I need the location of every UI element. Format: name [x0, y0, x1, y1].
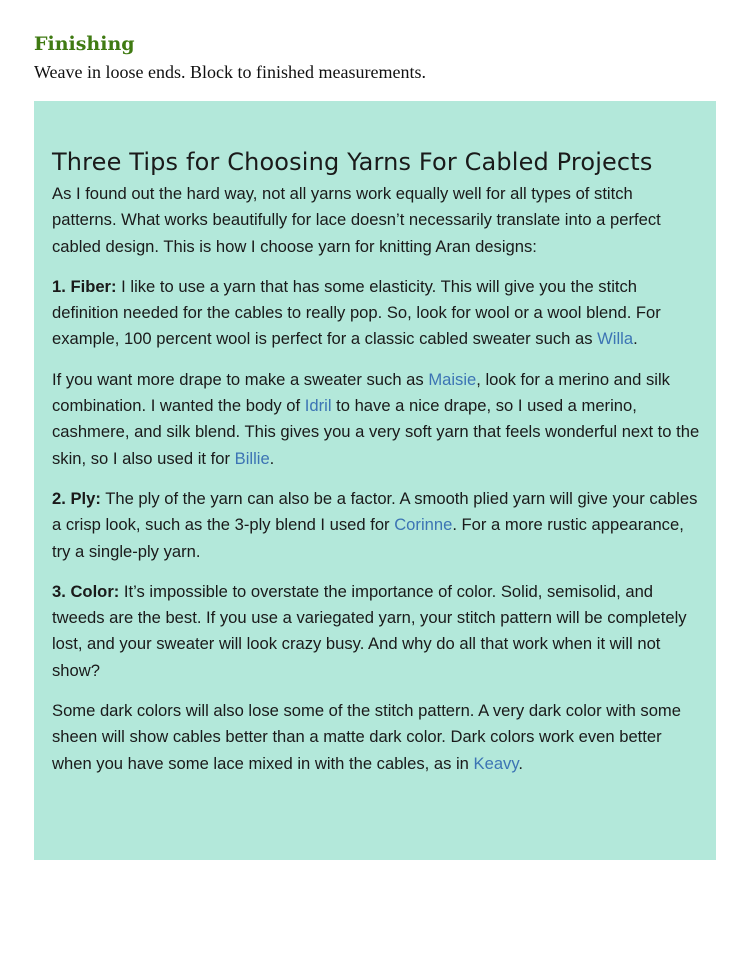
- idril-link[interactable]: Idril: [304, 396, 332, 416]
- tip-ply-text-1: The ply of the yarn can also be a factor. A smooth plied yarn will give your cables a crisp look, such as the 3-ply blend I used for: [52, 488, 698, 535]
- tip-dark-end: .: [518, 753, 524, 773]
- tip-color: [52, 579, 700, 684]
- tips-intro: [52, 181, 700, 260]
- tips-intro-text: As I found out the hard way, not all yarns work equally well for all types of stitch patterns. What works beautifully for lace doesn’t necessarily translate into a perfect cabled design. This is how I choose yarn for knitting Aran designs:: [52, 184, 661, 256]
- tip-color-text: It’s impossible to overstate the importance of color. Solid, semisolid, and tweeds are the best. If you use a variegated yarn, your stitch pattern will be completely lost, and your sweater will look crazy busy. And why do all that work when it will not show?: [52, 581, 687, 680]
- yarn-tips-box: [34, 101, 716, 860]
- finishing-heading: Finishing: [34, 33, 135, 55]
- finishing-section: [34, 32, 714, 84]
- tip-ply: [52, 486, 700, 565]
- tip-fiber: [52, 274, 700, 353]
- willa-link[interactable]: Willa: [597, 329, 634, 349]
- tip-fiber-text: I like to use a yarn that has some elasticity. This will give you the stitch definition needed for the cables to really pop. So, look for wool or a wool blend. For example, 100 percent wool is perfect for a classic cabled sweater such as: [52, 276, 661, 349]
- tip-ply-text-2: . For a more rustic appearance, try a single-ply yarn.: [52, 515, 684, 561]
- tip-drape-end: .: [269, 448, 275, 468]
- tip-drape-text-1: If you want more drape to make a sweater such as: [52, 369, 429, 389]
- corinne-link[interactable]: Corinne: [394, 515, 453, 535]
- billie-link[interactable]: Billie: [234, 448, 270, 468]
- tip-drape-text-3: to have a nice drape, so I used a merino, cashmere, and silk blend. This gives you a very soft yarn that feels wonderful next to the skin, so I also used it for: [52, 396, 700, 468]
- keavy-link[interactable]: Keavy: [473, 753, 519, 773]
- tip-drape-text-2: , look for a merino and silk combination. I wanted the body of: [52, 369, 670, 416]
- tip-dark-colors: [52, 698, 700, 777]
- maisie-link[interactable]: Maisie: [428, 369, 477, 389]
- tip-color-label: 3. Color:: [52, 581, 120, 601]
- tip-drape: [52, 367, 700, 472]
- finishing-text: Weave in loose ends. Block to finished measurements.: [34, 62, 426, 82]
- tip-fiber-label: 1. Fiber:: [52, 276, 117, 296]
- tips-title: Three Tips for Choosing Yarns For Cabled Projects: [52, 148, 653, 176]
- tip-fiber-end: .: [633, 329, 638, 349]
- tip-dark-text: Some dark colors will also lose some of the stitch pattern. A very dark color with some sheen will show cables better than a matte dark color. Dark colors work even better when you have some lace mixed in with the cables, as in: [52, 701, 681, 773]
- tip-ply-label: 2. Ply:: [52, 488, 101, 508]
